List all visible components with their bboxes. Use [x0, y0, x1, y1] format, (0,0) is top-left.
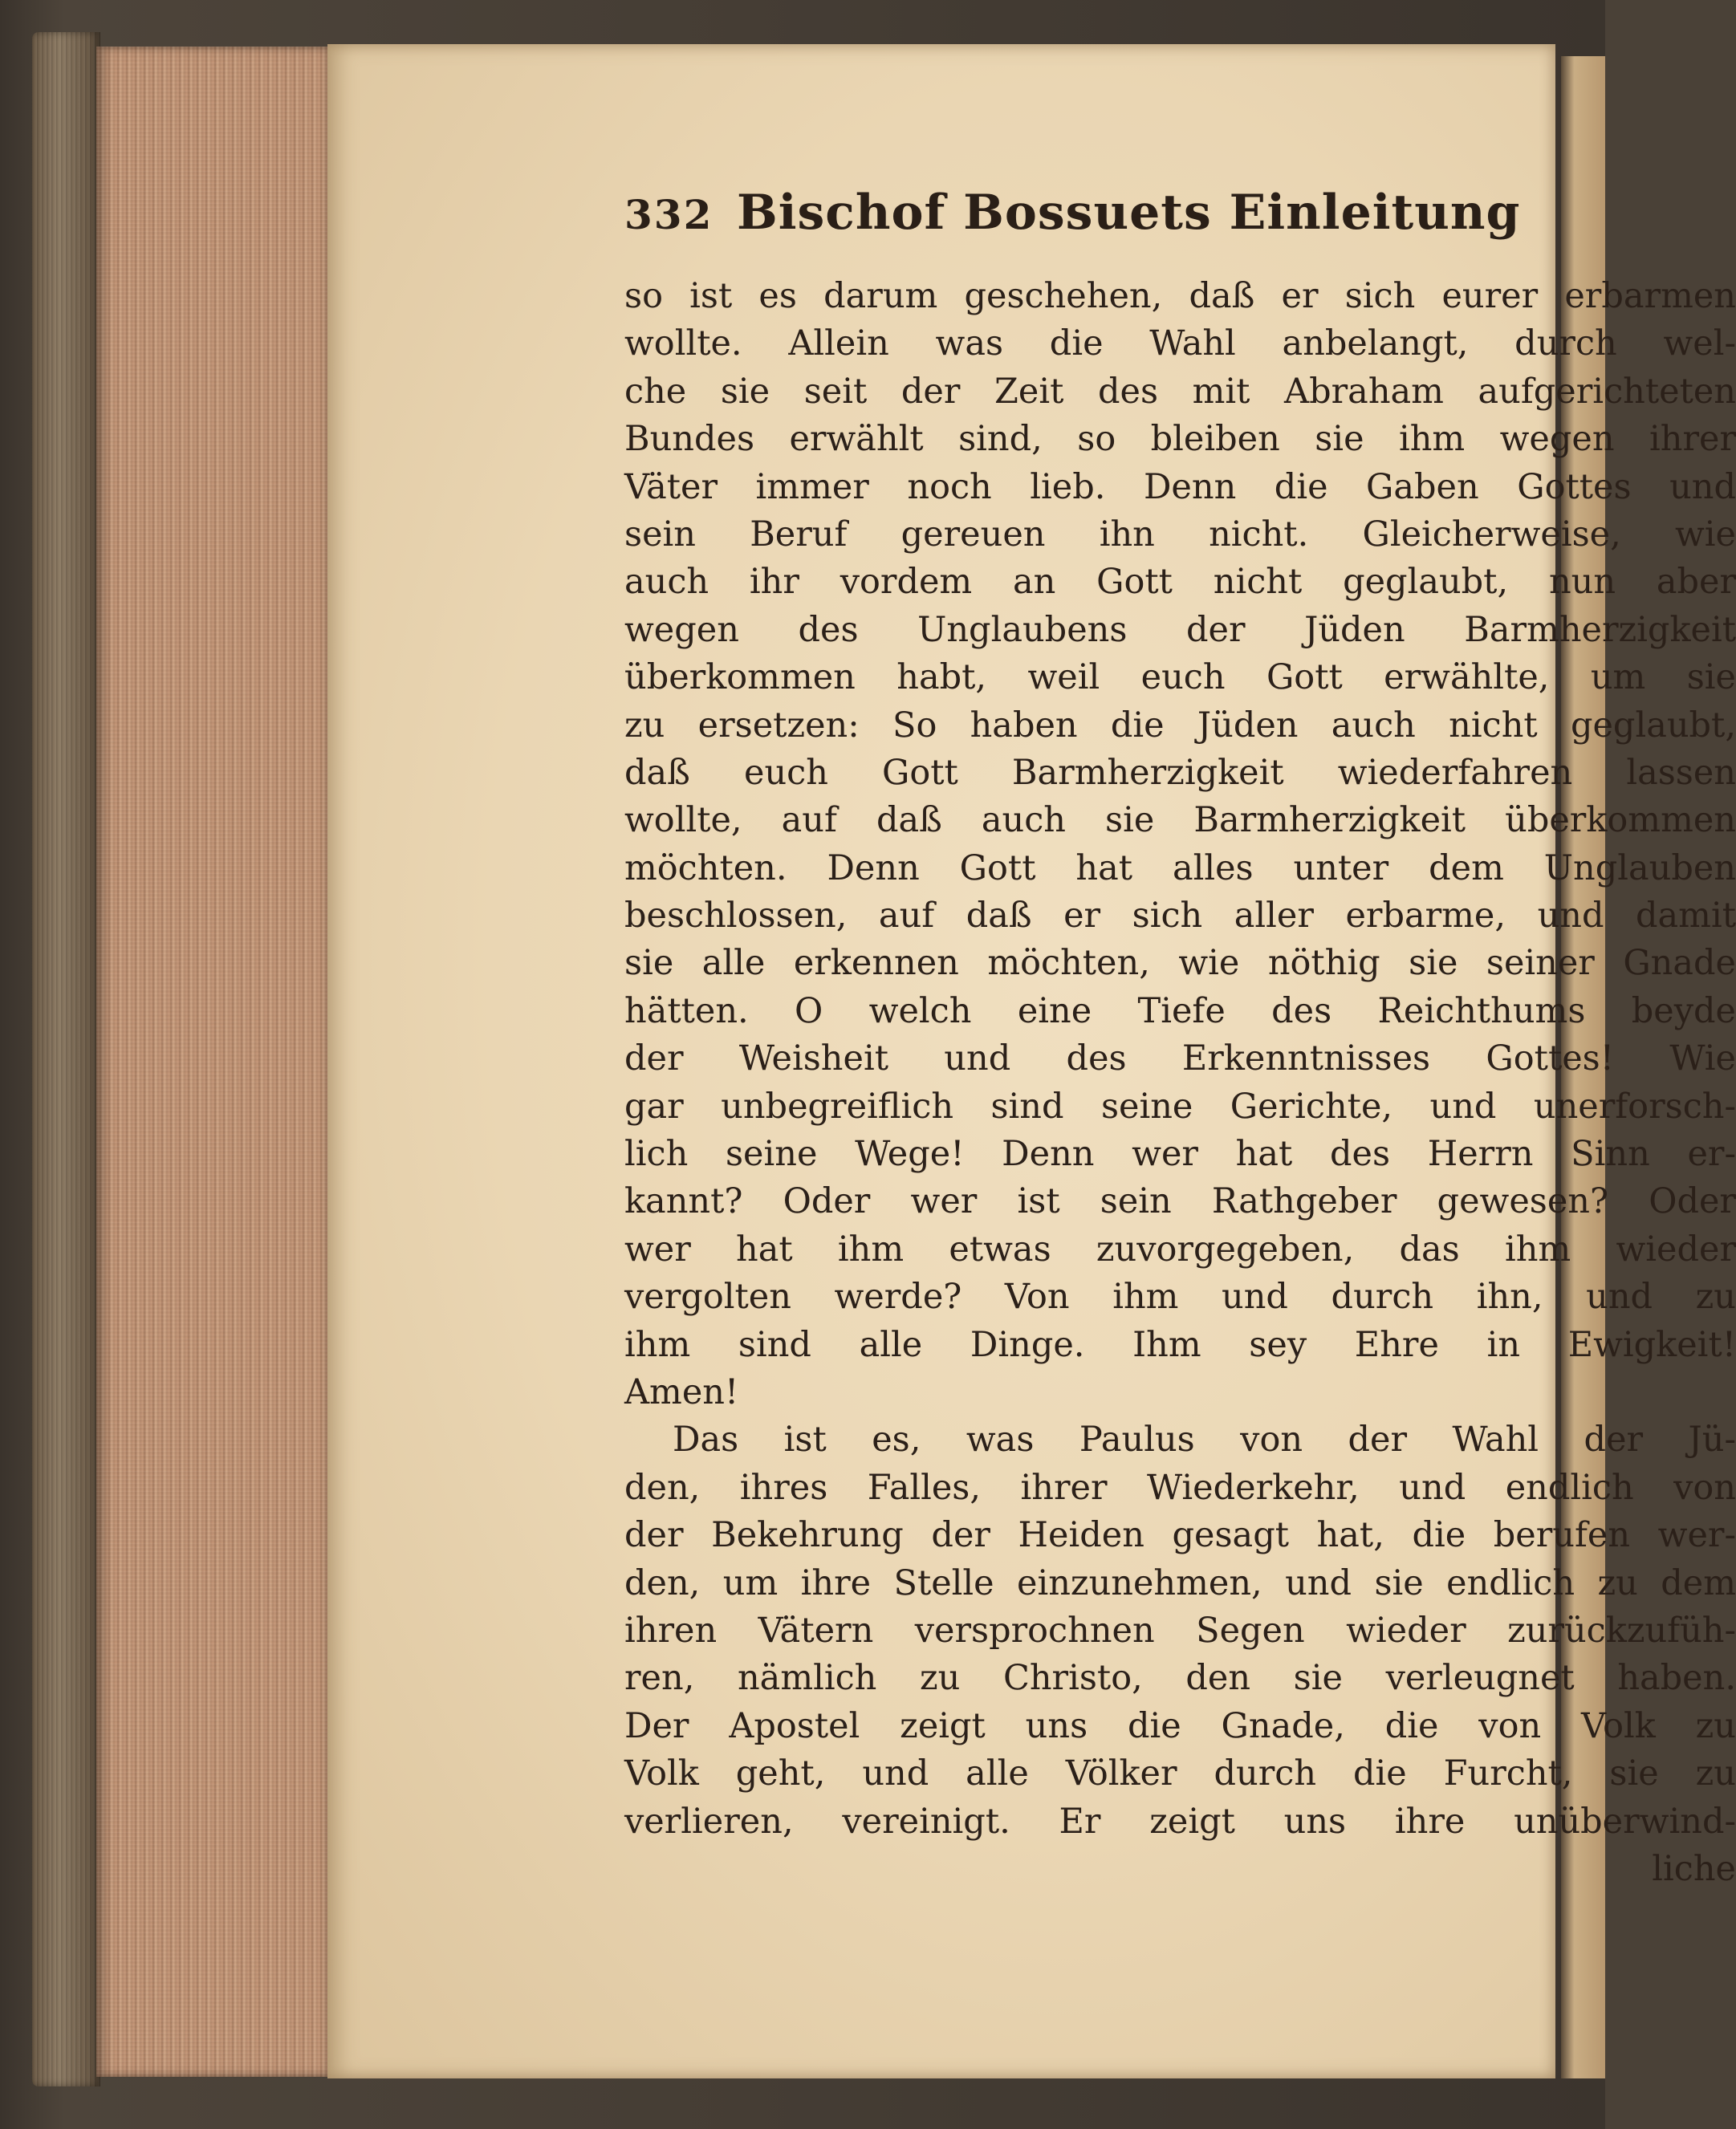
- page-number: 332: [624, 191, 714, 238]
- text-line: daß euch Gott Barmherzigkeit wiederfahren lassen: [624, 752, 1736, 793]
- text-line: Väter immer noch lieb. Denn die Gaben Gottes und: [624, 466, 1736, 507]
- book-cover-spine: [32, 32, 100, 2086]
- text-line: beschlossen, auf daß er sich aller erbarme, und damit: [624, 896, 1736, 937]
- book-page: [327, 44, 1736, 2078]
- text-line: Amen!: [624, 1371, 739, 1412]
- text-line: Bundes erwählt sind, so bleiben sie ihm wegen ihrer: [624, 419, 1736, 460]
- text-line: sie alle erkennen möchten, wie nöthig sie seiner Gnade: [624, 943, 1736, 984]
- text-line: wegen des Unglaubens der Jüden Barmherzigkeit: [624, 609, 1736, 650]
- text-line: überkommen habt, weil euch Gott erwählte, um sie: [624, 657, 1736, 698]
- text-line: che sie seit der Zeit des mit Abraham aufgerichteten: [624, 371, 1736, 412]
- text-line: den, um ihre Stelle einzunehmen, und sie endlich zu dem: [624, 1562, 1736, 1603]
- body-text: [624, 273, 1736, 1893]
- text-line: Der Apostel zeigt uns die Gnade, die von Volk zu: [624, 1705, 1736, 1746]
- page-header: [624, 185, 1732, 249]
- text-line: ren, nämlich zu Christo, den sie verleugnet haben.: [624, 1658, 1736, 1699]
- text-line: gar unbegreiflich sind seine Gerichte, und unerforsch-: [624, 1086, 1736, 1127]
- text-line: verlieren, vereinigt. Er zeigt uns ihre unüberwind-: [624, 1801, 1736, 1842]
- text-line: der Bekehrung der Heiden gesagt hat, die berufen wer-: [624, 1515, 1736, 1556]
- text-line: sein Beruf gereuen ihn nicht. Gleicherweise, wie: [624, 514, 1736, 555]
- catchword: liche: [1652, 1848, 1736, 1889]
- text-line: ihren Vätern versprochnen Segen wieder zurückzufüh-: [624, 1610, 1736, 1651]
- text-line: Das ist es, was Paulus von der Wahl der Jü-: [673, 1420, 1736, 1461]
- text-line: wer hat ihm etwas zuvorgegeben, das ihm wieder: [624, 1229, 1736, 1270]
- text-line: kannt? Oder wer ist sein Rathgeber gewesen? Oder: [624, 1181, 1736, 1222]
- text-line: lich seine Wege! Denn wer hat des Herrn Sinn er-: [624, 1134, 1736, 1175]
- text-line: möchten. Denn Gott hat alles unter dem Unglauben: [624, 847, 1736, 888]
- running-title: Bischof Bossuets Einleitung: [737, 185, 1521, 241]
- text-line: ihm sind alle Dinge. Ihm sey Ehre in Ewigkeit!: [624, 1324, 1736, 1365]
- text-line: wollte, auf daß auch sie Barmherzigkeit überkommen: [624, 800, 1736, 841]
- text-line: vergolten werde? Von ihm und durch ihn, und zu: [624, 1277, 1736, 1318]
- text-line: auch ihr vordem an Gott nicht geglaubt, nun aber: [624, 562, 1736, 603]
- text-line: hätten. O welch eine Tiefe des Reichthums beyde: [624, 990, 1736, 1031]
- text-line: der Weisheit und des Erkenntnisses Gottes! Wie: [624, 1038, 1736, 1079]
- text-line: so ist es darum geschehen, daß er sich eurer erbarmen: [624, 276, 1736, 316]
- text-line: Volk geht, und alle Völker durch die Furcht, sie zu: [624, 1753, 1736, 1794]
- text-line: den, ihres Falles, ihrer Wiederkehr, und endlich von: [624, 1467, 1736, 1508]
- text-line: wollte. Allein was die Wahl anbelangt, durch wel-: [624, 323, 1736, 364]
- page-block-edges: [96, 47, 329, 2077]
- text-line: zu ersetzen: So haben die Jüden auch nicht geglaubt,: [624, 705, 1736, 746]
